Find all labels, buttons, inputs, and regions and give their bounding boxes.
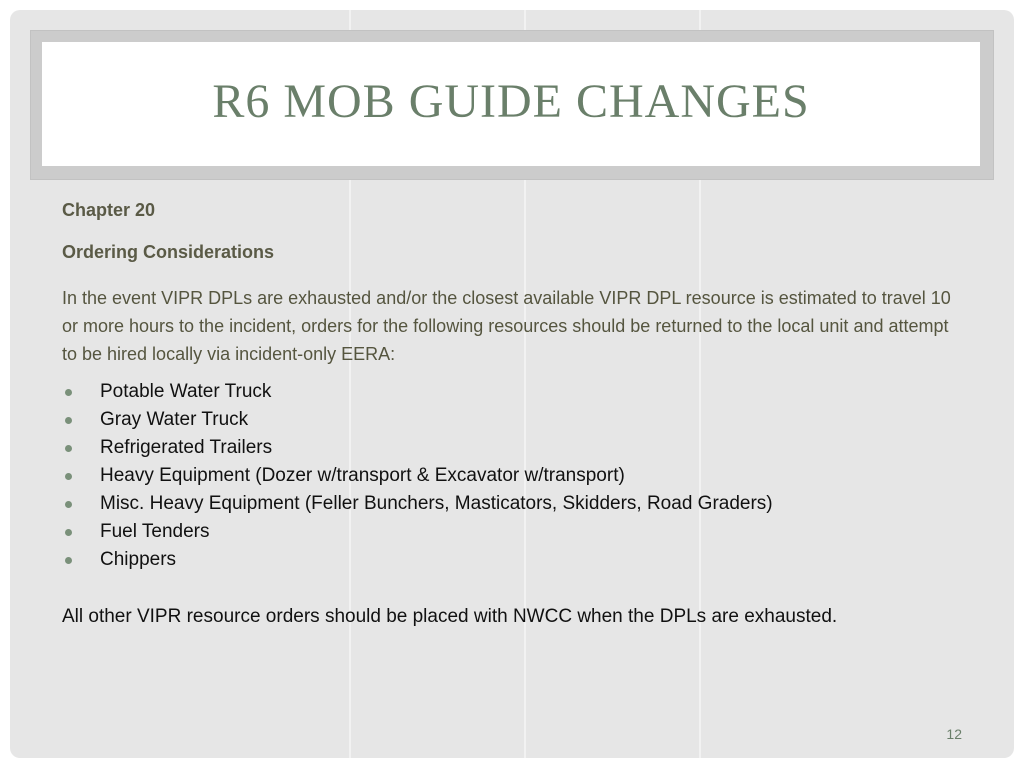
list-item-text: Chippers xyxy=(100,549,177,570)
list-item-text: Fuel Tenders xyxy=(100,521,210,542)
slide xyxy=(10,10,1014,758)
list-item-text: Misc. Heavy Equipment (Feller Bunchers, Masticators, Skidders, Road Graders) xyxy=(100,493,773,514)
bullet-icon xyxy=(65,445,72,452)
bullet-icon xyxy=(65,473,72,480)
page-number: 12 xyxy=(946,726,962,742)
list-item xyxy=(62,490,773,518)
bullet-icon xyxy=(65,389,72,396)
list-item xyxy=(62,518,773,546)
list-item xyxy=(62,434,773,462)
list-item xyxy=(62,378,773,406)
list-item-text: Heavy Equipment (Dozer w/transport & Excavator w/transport) xyxy=(100,465,625,486)
bullet-icon xyxy=(65,501,72,508)
chapter-heading: Chapter 20 xyxy=(62,200,156,220)
intro-paragraph: In the event VIPR DPLs are exhausted and/or the closest available VIPR DPL resource is estimated to travel 10 or more hours to the incident, orders for the following resources should be returned to the local unit and attempt to be hired locally via incident-only EERA: xyxy=(62,288,951,364)
resource-list xyxy=(62,378,773,574)
bullet-icon xyxy=(65,557,72,564)
section-heading: Ordering Considerations xyxy=(62,242,275,262)
list-item-text: Gray Water Truck xyxy=(100,409,249,430)
list-item xyxy=(62,462,773,490)
slide-title: R6 MOB GUIDE CHANGES xyxy=(212,74,810,128)
bullet-icon xyxy=(65,417,72,424)
list-item xyxy=(62,546,773,574)
title-frame xyxy=(30,30,994,180)
list-item-text: Refrigerated Trailers xyxy=(100,437,273,458)
bullet-icon xyxy=(65,529,72,536)
list-item xyxy=(62,406,773,434)
closing-paragraph: All other VIPR resource orders should be placed with NWCC when the DPLs are exhausted. xyxy=(62,606,838,627)
title-panel xyxy=(42,42,980,166)
list-item-text: Potable Water Truck xyxy=(100,381,272,402)
